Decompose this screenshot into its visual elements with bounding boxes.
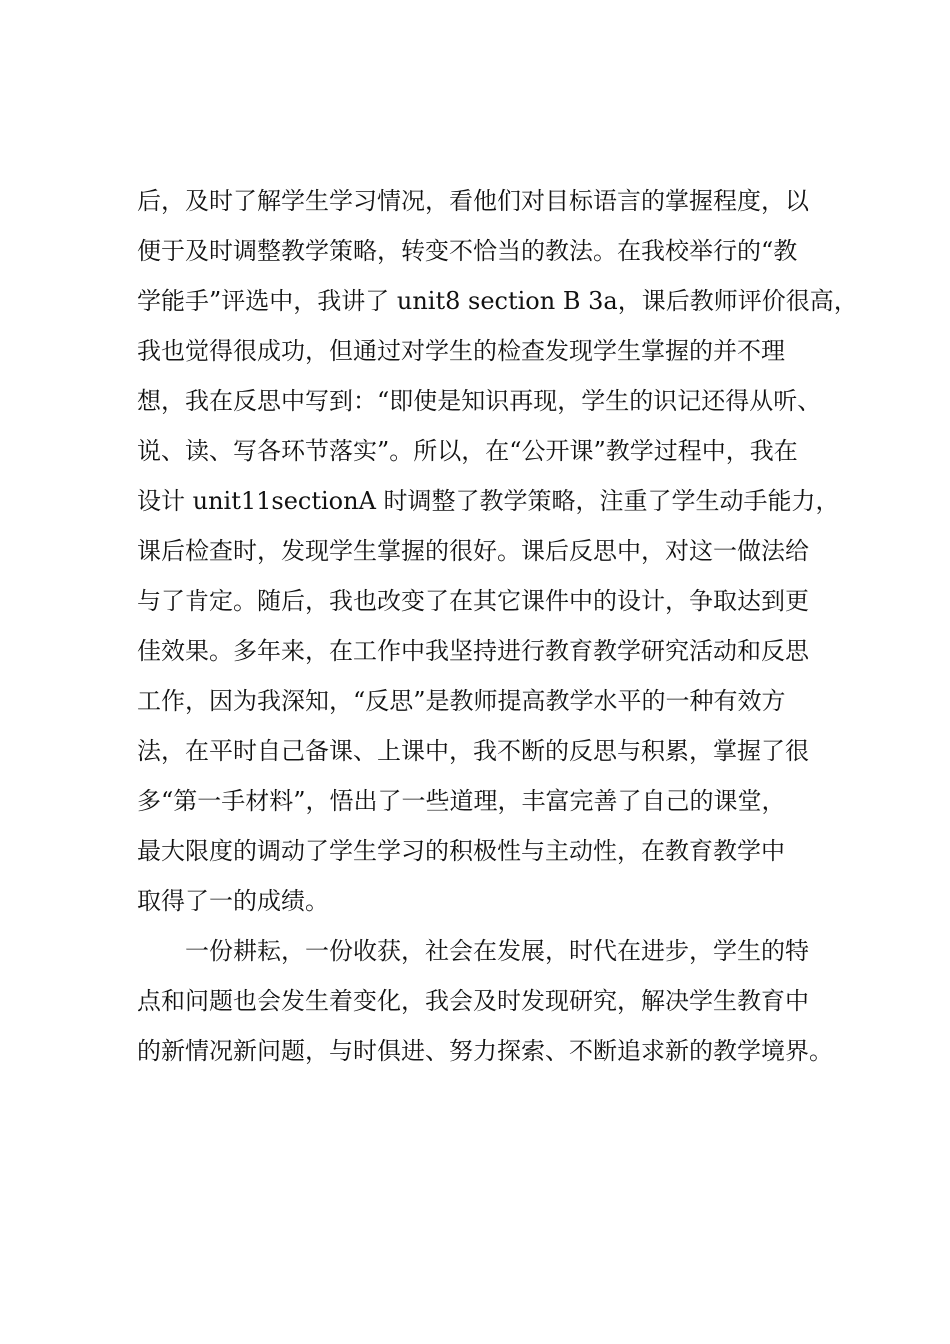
text-line: 多“第一手材料”，悟出了一些道理，丰富完善了自己的课堂， [137, 787, 786, 815]
text-line: 设计 unit11sectionA 时调整了教学策略，注重了学生动手能力， [137, 487, 840, 515]
text-line: 工作，因为我深知，“反思”是教师提高教学水平的一种有效方 [137, 687, 786, 715]
text-line: 与了肯定。随后，我也改变了在其它课件中的设计，争取达到更 [137, 587, 809, 615]
text-line: 点和问题也会发生着变化，我会及时发现研究，解决学生教育中 [137, 987, 809, 1015]
paragraph-1 [137, 176, 858, 926]
text-line: 便于及时调整教学策略，转变不恰当的教法。在我校举行的“教 [137, 237, 798, 265]
text-line: 佳效果。多年来，在工作中我坚持进行教育教学研究活动和反思 [137, 637, 809, 665]
text-line: 的新情况新问题，与时俱进、努力探索、不断追求新的教学境界。 [137, 1037, 833, 1065]
text-line: 课后检查时，发现学生掌握的很好。课后反思中，对这一做法给 [137, 537, 809, 565]
text-line: 学能手”评选中，我讲了 unit8 section B 3a，课后教师评价很高， [137, 287, 858, 315]
text-line: 法，在平时自己备课、上课中，我不断的反思与积累，掌握了很 [137, 737, 809, 765]
text-line: 我也觉得很成功，但通过对学生的检查发现学生掌握的并不理 [137, 337, 785, 365]
text-line: 说、读、写各环节落实”。所以，在“公开课”教学过程中，我在 [137, 437, 798, 465]
text-line: 后，及时了解学生学习情况，看他们对目标语言的掌握程度，以 [137, 187, 809, 215]
document-body [137, 176, 858, 1076]
text-line: 取得了一的成绩。 [137, 887, 329, 915]
text-line: 一份耕耘，一份收获，社会在发展，时代在进步，学生的特 [185, 937, 809, 965]
text-line: 想，我在反思中写到：“即使是知识再现，学生的识记还得从听、 [137, 387, 822, 415]
text-line: 最大限度的调动了学生学习的积极性与主动性，在教育教学中 [137, 837, 785, 865]
paragraph-2 [137, 926, 837, 1076]
